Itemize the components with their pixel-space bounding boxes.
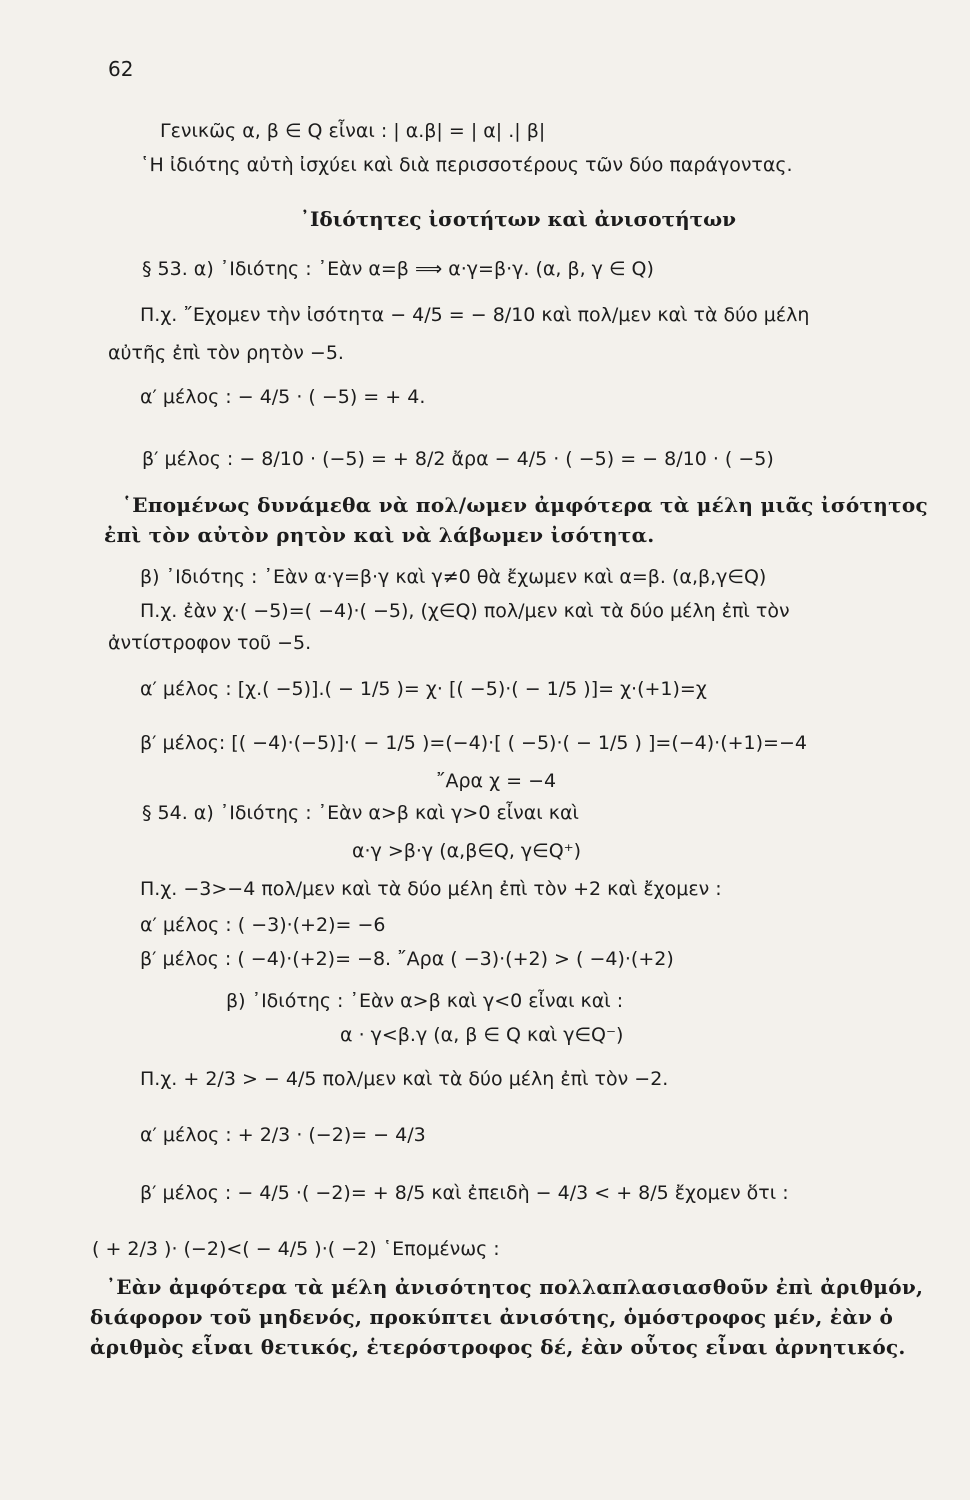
bleed-through-text	[120, 118, 124, 134]
line-conclusion-inequality: ( + 2/3 )· (−2)<( − 4/5 )·( −2) ῾Επομένως :	[92, 1238, 500, 1260]
line-example-4: Π.χ. + 2/3 > − 4/5 πολ/μεν καὶ τὰ δύο μέλη ἐπὶ τὸν −2.	[140, 1068, 669, 1090]
line-example-2: Π.χ. ἐὰν χ·( −5)=( −4)·( −5), (χ∈Q) πολ/μεν καὶ τὰ δύο μέλη ἐπὶ τὸν	[140, 600, 790, 622]
line-example-1-cont: αὐτῆς ἐπὶ τὸν ρητὸν −5.	[108, 342, 344, 364]
bold-rule-1b: ἐπὶ τὸν αὐτὸν ρητὸν καὶ νὰ λάβωμεν ἰσότητα.	[104, 523, 655, 547]
line-alpha-member-1: α′ μέλος : − 4/5 · ( −5) = + 4.	[140, 386, 426, 408]
page-number: 62	[108, 57, 134, 81]
line-54a: § 54. α) ᾿Ιδιότης : ᾿Εὰν α>β καὶ γ>0 εἶναι καὶ	[142, 802, 579, 824]
line-beta-member-1: β′ μέλος : − 8/10 · (−5) = + 8/2 ἄρα − 4/5 · ( −5) = − 8/10 · ( −5)	[142, 448, 774, 470]
line-54b: β) ᾿Ιδιότης : ᾿Εὰν α>β καὶ γ<0 εἶναι καὶ :	[226, 990, 624, 1012]
line-alpha-member-3: α′ μέλος : ( −3)·(+2)= −6	[140, 914, 386, 936]
line-alpha-member-2: α′ μέλος : [χ.( −5)].( − 1/5 )= χ· [( −5)·( − 1/5 )]= χ·(+1)=χ	[140, 678, 707, 700]
line-54b-formula: α · γ<β.γ (α, β ∈ Q καὶ γ∈Q⁻)	[340, 1024, 624, 1046]
line-therefore-x: ῎Αρα χ = −4	[436, 770, 557, 792]
line-example-1: Π.χ. ῎Εχομεν τὴν ἰσότητα − 4/5 = − 8/10 καὶ πολ/μεν καὶ τὰ δύο μέλη	[140, 304, 810, 326]
line-alpha-member-4: α′ μέλος : + 2/3 · (−2)= − 4/3	[140, 1124, 426, 1146]
bold-rule-2a: ᾿Εὰν ἀμφότερα τὰ μέλη ἀνισότητος πολλαπλασιασθοῦν ἐπὶ ἀριθμόν,	[106, 1275, 924, 1299]
line-53b: β) ᾿Ιδιότης : ᾿Εὰν α·γ=β·γ καὶ γ≠0 θὰ ἔχωμεν καὶ α=β. (α,β,γ∈Q)	[140, 566, 767, 588]
line-example-2-cont: ἀντίστροφον τοῦ −5.	[108, 632, 312, 654]
bold-rule-1a: ῾Επομένως δυνάμεθα νὰ πολ/ωμεν ἀμφότερα τὰ μέλη μιᾶς ἰσότητος	[122, 493, 929, 517]
line-beta-member-4: β′ μέλος : − 4/5 ·( −2)= + 8/5 καὶ ἐπειδὴ − 4/3 < + 8/5 ἔχομεν ὅτι :	[140, 1182, 789, 1204]
bold-rule-2c: ἀριθμὸς εἶναι θετικός, ἑτερόστροφος δέ, ἐὰν οὗτος εἶναι ἀρνητικός.	[90, 1335, 906, 1359]
line-property-note: ῾Η ἰδιότης αὐτὴ ἰσχύει καὶ διὰ περισσοτέρους τῶν δύο παράγοντας.	[140, 154, 793, 176]
bold-rule-2b: διάφορον τοῦ μηδενός, προκύπτει ἀνισότης, ὁμόστροφος μέν, ἐὰν ὁ	[90, 1305, 894, 1329]
section-heading: ᾿Ιδιότητες ἰσοτήτων καὶ ἀνισοτήτων	[300, 207, 736, 231]
line-beta-member-2: β′ μέλος: [( −4)·(−5)]·( − 1/5 )=(−4)·[ ( −5)·( − 1/5 ) ]=(−4)·(+1)=−4	[140, 732, 807, 754]
line-53a: § 53. α) ᾿Ιδιότης : ᾿Εὰν α=β ⟹ α·γ=β·γ. (α, β, γ ∈ Q)	[142, 258, 654, 280]
line-example-3: Π.χ. −3>−4 πολ/μεν καὶ τὰ δύο μέλη ἐπὶ τὸν +2 καὶ ἔχομεν :	[140, 878, 722, 900]
line-beta-member-3: β′ μέλος : ( −4)·(+2)= −8. ῎Αρα ( −3)·(+2) > ( −4)·(+2)	[140, 948, 674, 970]
line-54a-formula: α·γ >β·γ (α,β∈Q, γ∈Q⁺)	[352, 840, 582, 862]
line-general: Γενικῶς α, β ∈ Q εἶναι : | α.β| = | α| .| β|	[160, 120, 546, 142]
